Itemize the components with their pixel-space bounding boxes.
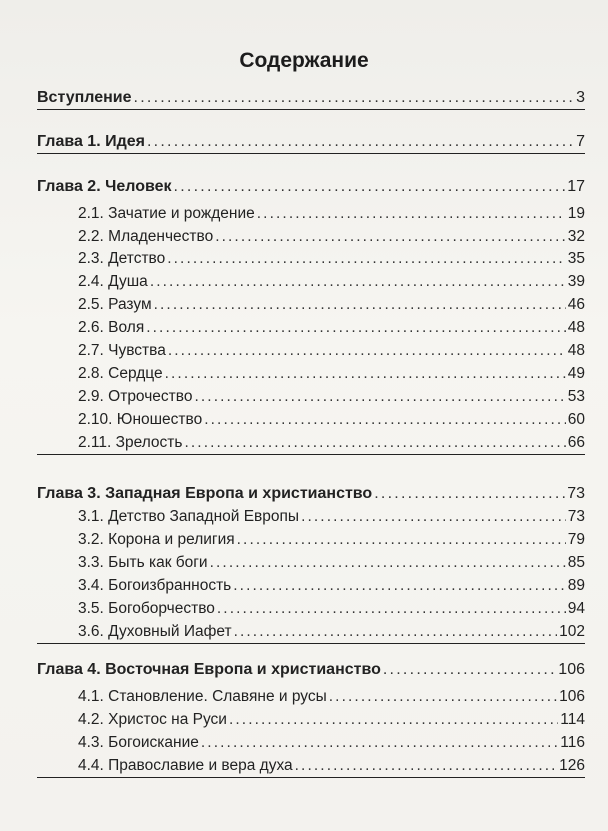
- toc-entry-label: 4.4. Православие и вера духа: [78, 757, 293, 774]
- toc-section-entry: [37, 575, 585, 597]
- toc-section-entry: [37, 317, 585, 339]
- dot-leader: [146, 317, 566, 339]
- dot-leader: [210, 552, 566, 574]
- toc-section-entry: [37, 203, 585, 225]
- dot-leader: [257, 203, 566, 225]
- toc-entry-label: Глава 4. Восточная Европа и христианство: [37, 661, 381, 678]
- toc-page-number: 53: [567, 388, 585, 405]
- toc-entry-label: 3.4. Богоизбранность: [78, 577, 232, 594]
- dot-leader: [167, 248, 566, 270]
- toc-page-number: 106: [559, 688, 585, 705]
- toc-entry-label: Глава 3. Западная Европа и христианство: [37, 485, 373, 502]
- toc-section-entry: [37, 363, 585, 385]
- toc-page-number: 48: [567, 319, 585, 336]
- dot-leader: [295, 755, 557, 777]
- dot-leader: [184, 432, 565, 454]
- toc-chapter-entry: [37, 483, 585, 505]
- toc-section-entry: [37, 340, 585, 362]
- toc-section-entry: [37, 386, 585, 408]
- toc-page-number: 73: [567, 485, 585, 502]
- dot-leader: [194, 386, 565, 408]
- toc-entry-label: 4.3. Богоискание: [78, 734, 199, 751]
- toc-chapter-entry: [37, 659, 585, 681]
- section-divider: [37, 109, 585, 110]
- toc-page-number: 17: [567, 178, 585, 195]
- toc-page-number: 116: [560, 734, 585, 751]
- toc-entry-label: 2.1. Зачатие и рождение: [78, 205, 255, 222]
- dot-leader: [237, 529, 566, 551]
- toc-page-number: 7: [576, 133, 585, 150]
- toc-section-entry: [37, 621, 585, 643]
- toc-page-number: 79: [567, 531, 585, 548]
- toc-section-entry: [37, 686, 585, 708]
- toc-entry-label: 3.3. Быть как боги: [78, 554, 208, 571]
- toc-entry-label: 2.4. Душа: [78, 273, 148, 290]
- toc-section-entry: [37, 506, 585, 528]
- toc-entry-label: 3.5. Богоборчество: [78, 600, 215, 617]
- toc-entry-label: 4.2. Христос на Руси: [78, 711, 227, 728]
- section-divider: [37, 153, 585, 154]
- toc-entry-label: 2.9. Отрочество: [78, 388, 193, 405]
- toc-page-number: 48: [567, 342, 585, 359]
- toc-page-number: 106: [558, 661, 585, 678]
- toc-entry-label: 3.2. Корона и религия: [78, 531, 235, 548]
- section-divider: [37, 777, 585, 778]
- dot-leader: [374, 483, 565, 505]
- toc-page-number: 85: [567, 554, 585, 571]
- toc-chapter-entry: [37, 176, 585, 198]
- toc-entry-label: 4.1. Становление. Славяне и русы: [78, 688, 327, 705]
- toc-entry-label: 2.3. Детство: [78, 250, 166, 267]
- dot-leader: [168, 340, 566, 362]
- toc-section-entry: [37, 248, 585, 270]
- toc-page-number: 102: [559, 623, 585, 640]
- toc-page-number: 32: [567, 228, 585, 245]
- toc-entry-label: Вступление: [37, 89, 132, 106]
- toc-entry-label: 3.1. Детство Западной Европы: [78, 508, 300, 525]
- dot-leader: [150, 271, 566, 293]
- toc-section-entry: [37, 226, 585, 248]
- toc-section-entry: [37, 598, 585, 620]
- toc-entry-label: 2.5. Разум: [78, 296, 152, 313]
- toc-section-entry: [37, 294, 585, 316]
- toc-page-number: 89: [567, 577, 585, 594]
- section-divider: [37, 454, 585, 455]
- toc-section-entry: [37, 529, 585, 551]
- toc-page-number: 46: [567, 296, 585, 313]
- dot-leader: [215, 226, 566, 248]
- dot-leader: [234, 621, 558, 643]
- toc-page-number: 66: [567, 434, 585, 451]
- toc-section-entry: [37, 755, 585, 777]
- toc-page-number: 114: [560, 711, 585, 728]
- toc-chapter-entry: [37, 87, 585, 109]
- toc-chapter-entry: [37, 131, 585, 153]
- toc-entry-label: 2.7. Чувства: [78, 342, 166, 359]
- toc-entry-label: Глава 2. Человек: [37, 178, 172, 195]
- toc-entry-label: 2.2. Младенчество: [78, 228, 214, 245]
- toc-page-number: 35: [567, 250, 585, 267]
- toc-entry-label: 2.10. Юношество: [78, 411, 203, 428]
- toc-page-number: 3: [576, 89, 585, 106]
- toc-entry-label: 3.6. Духовный Иафет: [78, 623, 232, 640]
- toc-entry-label: 2.8. Сердце: [78, 365, 163, 382]
- toc-page-number: 39: [567, 273, 585, 290]
- dot-leader: [154, 294, 566, 316]
- page-title: Содержание: [239, 49, 369, 73]
- toc-page-number: 49: [567, 365, 585, 382]
- toc-section-entry: [37, 732, 585, 754]
- toc-section-entry: [37, 709, 585, 731]
- toc-page-number: 60: [567, 411, 585, 428]
- toc-section-entry: [37, 409, 585, 431]
- toc-page-number: 19: [567, 205, 585, 222]
- dot-leader: [174, 176, 566, 198]
- dot-leader: [217, 598, 566, 620]
- toc-page-number: 94: [567, 600, 585, 617]
- dot-leader: [165, 363, 566, 385]
- toc-entry-label: 2.11. Зрелость: [78, 434, 183, 451]
- dot-leader: [134, 87, 575, 109]
- dot-leader: [383, 659, 556, 681]
- section-divider: [37, 643, 585, 644]
- toc-entry-label: Глава 1. Идея: [37, 133, 145, 150]
- dot-leader: [201, 732, 558, 754]
- dot-leader: [233, 575, 565, 597]
- dot-leader: [329, 686, 557, 708]
- dot-leader: [229, 709, 558, 731]
- toc-page-number: 126: [559, 757, 585, 774]
- toc-entry-label: 2.6. Воля: [78, 319, 145, 336]
- toc-section-entry: [37, 432, 585, 454]
- toc-page-number: 73: [567, 508, 585, 525]
- toc-section-entry: [37, 271, 585, 293]
- dot-leader: [147, 131, 574, 153]
- dot-leader: [301, 506, 566, 528]
- dot-leader: [204, 409, 566, 431]
- toc-section-entry: [37, 552, 585, 574]
